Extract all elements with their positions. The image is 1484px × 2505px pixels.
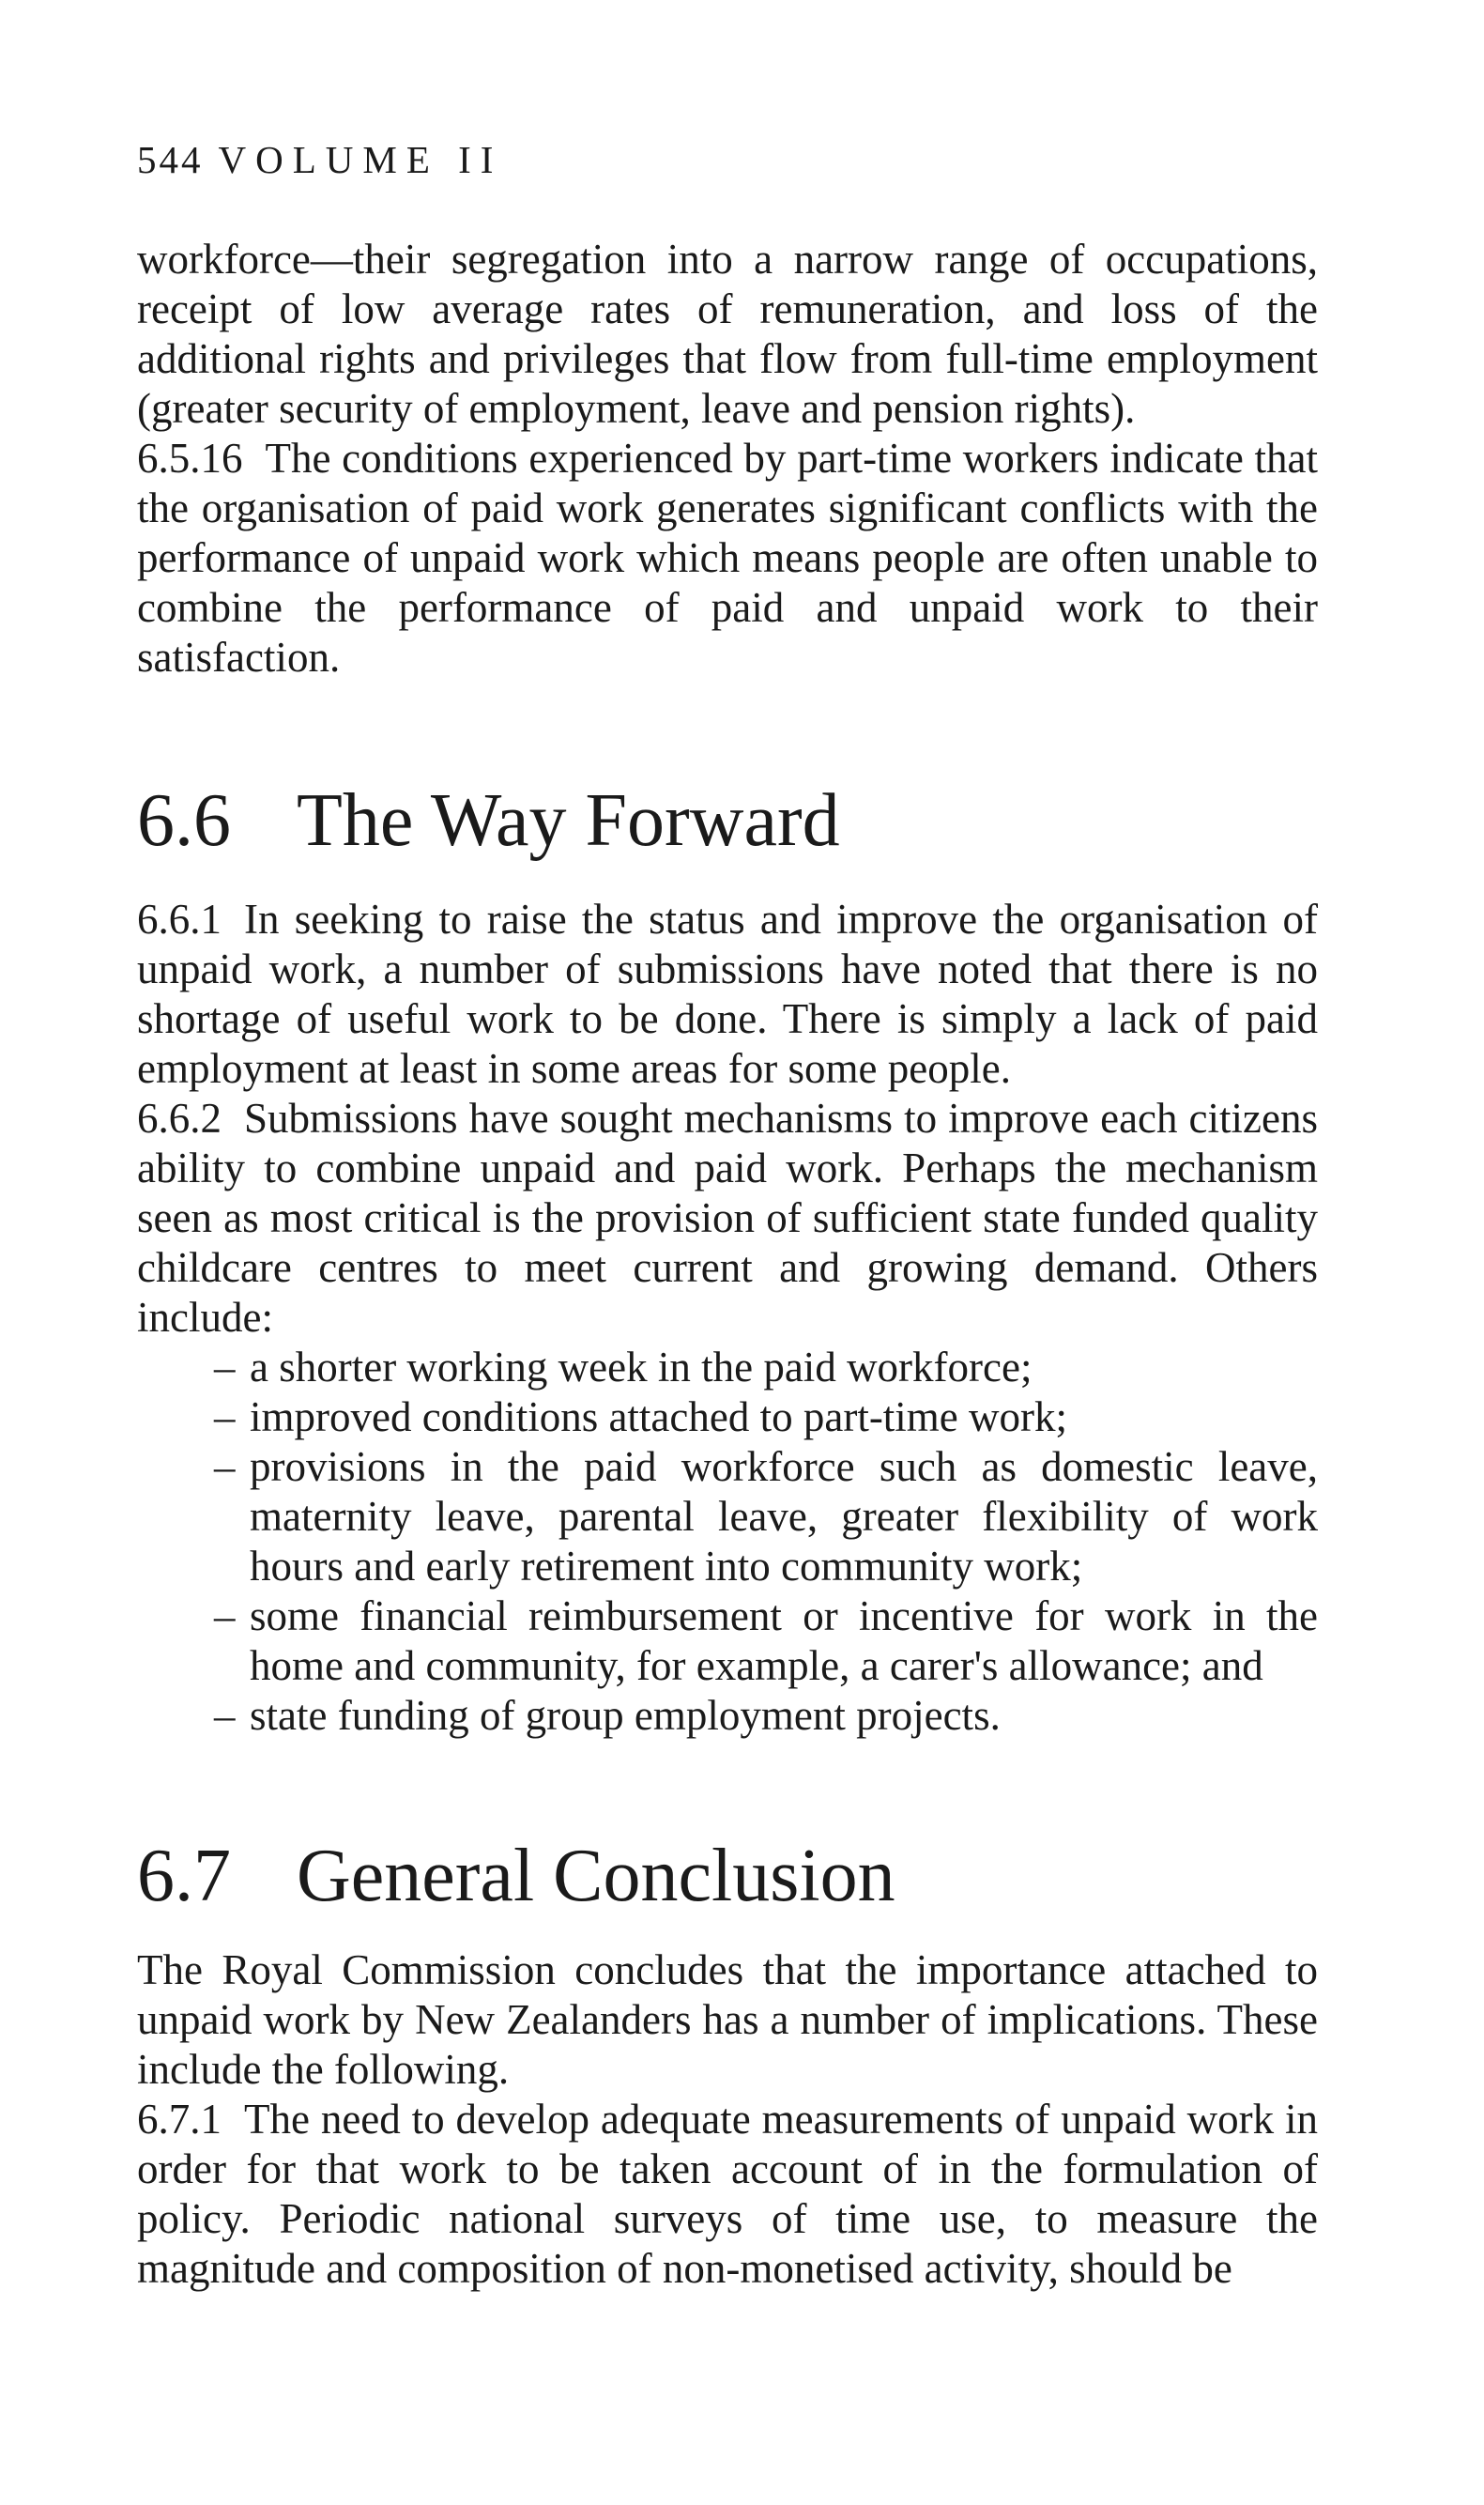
paragraph-number: 6.6.1: [137, 896, 222, 943]
list-item: – state funding of group employment projects.: [214, 1692, 1001, 1739]
section-title: General Conclusion: [297, 1835, 895, 1917]
intro-block: [137, 235, 1318, 683]
paragraph-6-6-2: [137, 1094, 1318, 1343]
section-number: 6.7: [137, 1835, 231, 1917]
page-number: 544: [137, 138, 204, 181]
paragraph-text: The conditions experienced by part-time workers indicate that the organisation of paid work generates significant conflicts with the performance of unpaid work which means people are often unable to combine the performance of paid and unpaid work to their satisfaction.: [137, 435, 1318, 681]
paragraph-text: The need to develop adequate measurements of unpaid work in order for that work to be taken account of in the formulation of policy. Periodic national surveys of time use, to measure the magnitude and composition of non-monetised activity, should be: [137, 2096, 1318, 2292]
section-title: The Way Forward: [297, 779, 840, 862]
mechanisms-list: [137, 1343, 1318, 1741]
paragraph-6-6-1: [137, 895, 1318, 1094]
paragraph-6-7-1: [137, 2095, 1318, 2294]
volume-label: VOLUME II: [218, 138, 503, 181]
paragraph-number: 6.7.1: [137, 2096, 222, 2143]
list-item: – improved conditions attached to part-time work;: [214, 1393, 1068, 1440]
section-heading-6-6: [137, 779, 840, 862]
list-item: – some financial reimbursement or incentive for work in the home and community, for example, a carer's allowance; and: [214, 1592, 1318, 1689]
section-heading-6-7: [137, 1835, 895, 1917]
intro-paragraph: workforce—their segregation into a narrow range of occupations, receipt of low average rates of remuneration, and loss of the additional rights and privileges that flow from full-time employment (greater security of employment, leave and pension rights).: [137, 236, 1318, 432]
paragraph-6-5-16: [137, 434, 1318, 683]
section-number: 6.6: [137, 779, 231, 862]
section-6-7-body: [137, 1945, 1318, 2294]
running-head: [137, 138, 503, 181]
paragraph-number: 6.6.2: [137, 1095, 222, 1142]
conclusion-intro: The Royal Commission concludes that the importance attached to unpaid work by New Zealanders has a number of implications. These include the following.: [137, 1946, 1318, 2093]
list-item: – provisions in the paid workforce such as domestic leave, maternity leave, parental leave, greater flexibility of work hours and early retirement into community work;: [214, 1443, 1318, 1590]
section-6-6-body: [137, 895, 1318, 1741]
paragraph-text: In seeking to raise the status and improve the organisation of unpaid work, a number of submissions have noted that there is no shortage of useful work to be done. There is simply a lack of paid employment at least in some areas for some people.: [137, 896, 1318, 1092]
paragraph-text: Submissions have sought mechanisms to improve each citizens ability to combine unpaid and paid work. Perhaps the mechanism seen as most critical is the provision of sufficient state funded quality childcare centres to meet current and growing demand. Others include:: [137, 1095, 1318, 1341]
paragraph-number: 6.5.16: [137, 435, 243, 482]
list-item: – a shorter working week in the paid workforce;: [214, 1344, 1033, 1391]
